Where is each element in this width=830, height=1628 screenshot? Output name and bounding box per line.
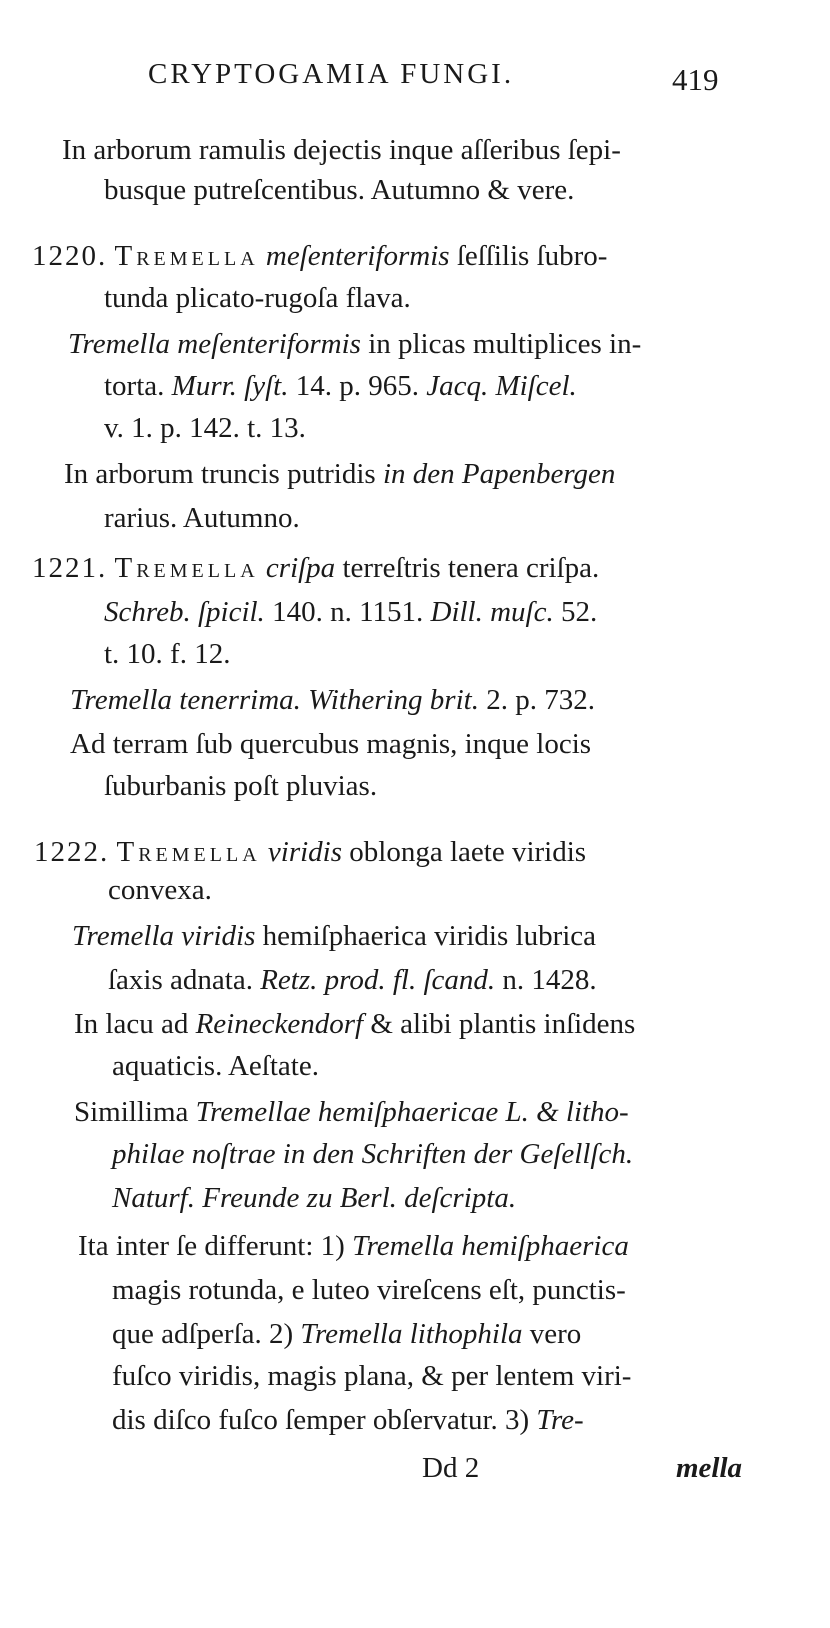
reference-title: Schreb. ſpicil. <box>104 596 265 628</box>
entry-1220-heading <box>32 242 607 271</box>
text-span: & alibi plantis inſidens <box>363 1008 636 1040</box>
text-line: In arborum ramulis dejectis inque aſſeribus ſepi- <box>62 134 621 166</box>
reference-line <box>108 966 597 995</box>
locality: in den Papenbergen <box>382 458 616 490</box>
note-line <box>74 1098 629 1127</box>
text-span: n. 1428. <box>495 964 597 996</box>
note-line <box>112 1406 584 1435</box>
diagnosis: ſeſſilis ſubro- <box>456 240 608 272</box>
diagnosis: oblonga laete viridis <box>342 836 587 868</box>
text-line: v. 1. p. 142. t. 13. <box>104 412 306 444</box>
locality: Reineckendorf <box>195 1008 364 1040</box>
species-name: meſenteriformis <box>265 240 450 272</box>
habitat-line <box>74 1010 635 1039</box>
genus-name: Tremella <box>114 552 259 584</box>
text-span: 2. p. 732. <box>478 684 595 716</box>
catchword: mella <box>676 1452 743 1484</box>
synonym-line <box>70 686 595 715</box>
reference-line <box>104 372 577 401</box>
synonym-name: Tremella viridis <box>72 920 256 952</box>
note-italic: Tremellae hemiſphaericae L. & litho- <box>195 1096 629 1128</box>
entry-1222-heading <box>34 838 586 867</box>
text-line: tunda plicato-rugoſa flava. <box>104 282 411 314</box>
text-span: 52. <box>553 596 598 628</box>
note-line <box>78 1232 629 1261</box>
text-span: dis diſco fuſco ſemper obſervatur. 3) <box>112 1404 537 1436</box>
text-line: t. 10. f. 12. <box>104 638 231 670</box>
text-line: aquaticis. Aeſtate. <box>112 1050 319 1082</box>
text-span: ſaxis adnata. <box>108 964 261 996</box>
reference-title: Murr. ſyſt. <box>171 370 289 402</box>
synonym-line <box>72 922 596 951</box>
habitat-line: Ad terram ſub quercubus magnis, inque locis <box>70 728 592 760</box>
entry-number: 1221. <box>32 552 108 584</box>
text-span: que adſperſa. 2) <box>112 1318 301 1350</box>
note-italic: philae noſtrae in den Schriften der Geſellſch. <box>112 1138 634 1170</box>
text-span: Ita inter ſe differunt: 1) <box>78 1230 353 1262</box>
text-span: vero <box>522 1318 582 1350</box>
entry-1221-heading <box>32 554 599 583</box>
text-span: 14. p. 965. <box>288 370 427 402</box>
reference-title: Dill. muſc. <box>430 596 554 628</box>
note-line <box>112 1184 516 1213</box>
note-line <box>112 1320 581 1349</box>
text-span: in plicas multiplices in- <box>360 328 642 360</box>
text-span: In lacu ad <box>74 1008 196 1040</box>
synonym-line <box>68 330 641 359</box>
genus-name: Tremella <box>114 240 259 272</box>
text-line: convexa. <box>108 874 212 906</box>
note-italic: Tremella lithophila <box>300 1318 523 1350</box>
text-span: Simillima <box>74 1096 196 1128</box>
text-line: busque putreſcentibus. Autumno & vere. <box>104 174 575 206</box>
text-line: rarius. Autumno. <box>104 502 300 534</box>
reference-line <box>104 598 597 627</box>
entry-number: 1220. <box>32 240 108 272</box>
text-span: In arborum truncis putridis <box>64 458 383 490</box>
species-name: viridis <box>267 836 343 868</box>
text-line: magis rotunda, e luteo vireſcens eſt, punctis- <box>112 1274 626 1306</box>
reference-title: Jacq. Miſcel. <box>426 370 577 402</box>
reference-title: Retz. prod. fl. ſcand. <box>260 964 496 996</box>
habitat-line <box>64 460 615 489</box>
signature-mark: Dd 2 <box>422 1452 480 1484</box>
synonym-name: Tremella tenerrima. Withering brit. <box>70 684 479 716</box>
entry-number: 1222. <box>34 836 110 868</box>
genus-name: Tremella <box>116 836 261 868</box>
text-span: 140. n. 1151. <box>264 596 431 628</box>
text-span: hemiſphaerica viridis lubrica <box>255 920 597 952</box>
note-italic: Tre- <box>536 1404 584 1436</box>
synonym-name: Tremella meſenteriformis <box>68 328 361 360</box>
note-italic: Naturf. Freunde zu Berl. deſcripta. <box>112 1182 517 1214</box>
text-line: ſuburbanis poſt pluvias. <box>104 770 378 802</box>
species-name: criſpa <box>265 552 336 584</box>
note-italic: Tremella hemiſphaerica <box>352 1230 629 1262</box>
text-span: torta. <box>104 370 172 402</box>
diagnosis: terreſtris tenera criſpa. <box>335 552 600 584</box>
page-number: 419 <box>672 62 719 97</box>
text-line: fuſco viridis, magis plana, & per lentem viri- <box>112 1360 632 1392</box>
note-line <box>112 1140 633 1169</box>
running-title: CRYPTOGAMIA FUNGI. <box>148 58 515 90</box>
